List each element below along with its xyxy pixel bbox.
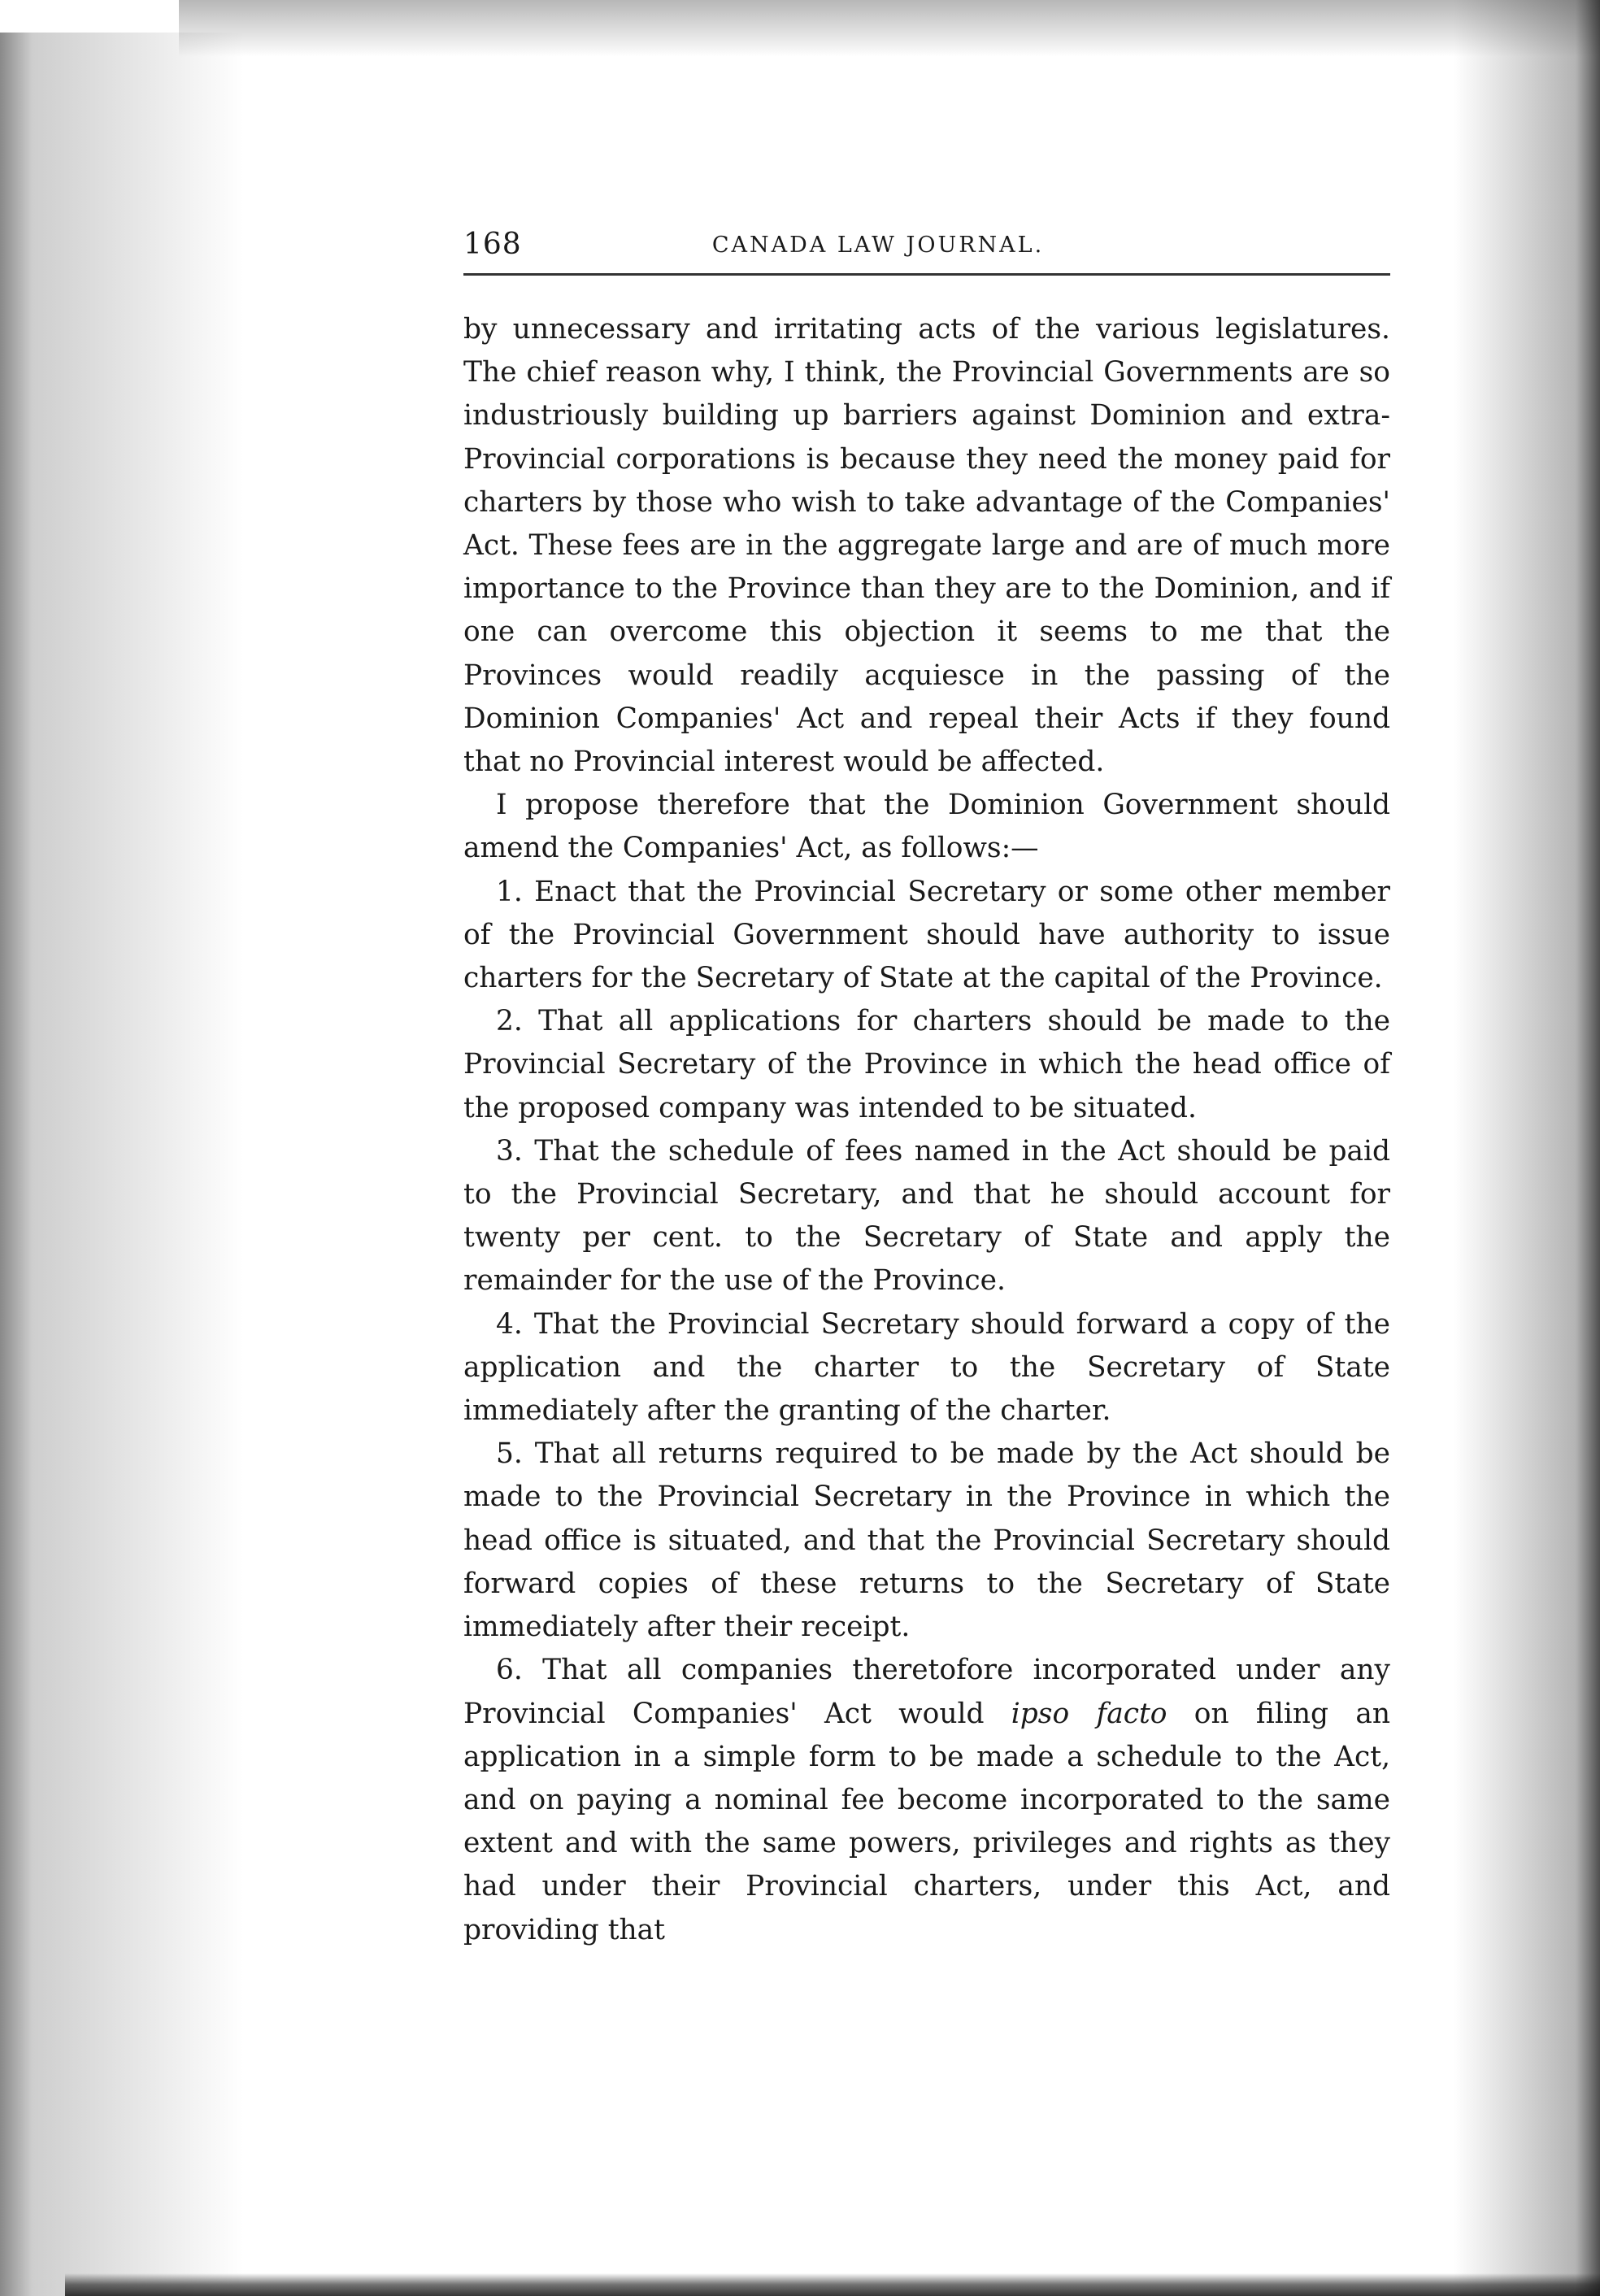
- paragraph: 1. Enact that the Provincial Secretary or some other member of the Provincial Government should have authority to issue charters for the Secretary of State at the capital of the Province.: [463, 875, 1390, 995]
- scan-bottom-edge: [65, 2273, 1600, 2296]
- paragraph: 3. That the schedule of fees named in the Act should be paid to the Provincial Secretary, and that he should account for twenty per cent. to the Secretary of State and apply the remainder for the use of the Province.: [463, 1134, 1390, 1298]
- paragraph: by unnecessary and irritating acts of the various legislatures. The chief reason why, I think, the Provincial Governments are so industriously building up barriers against Dominion and extra-Provincial corporations is because they need the money paid for charters by those who wish to take advantage of the Companies' Act. These fees are in the aggregate large and are of much more importance to the Province than they are to the Dominion, and if one can overcome this objection it seems to me that the Provinces would readily acquiesce in the passing of the Dominion Companies' Act and repeal their Acts if they found that no Provincial interest would be affected.: [463, 313, 1390, 779]
- paragraph: [463, 1649, 1390, 1951]
- scan-top-shadow: [179, 0, 1600, 57]
- paragraph-text: 6. That all companies theretofore incorporated under any Provincial Companies' Act would: [463, 1654, 1390, 1730]
- paragraph: 5. That all returns required to be made by the Act should be made to the Provincial Secretary in the Province in which the head office is situated, and that the Provincial Secretary should forward copies of these returns to the Secretary of State immediately after their receipt.: [463, 1437, 1390, 1644]
- scan-left-shadow: [0, 33, 244, 2296]
- paragraph: 4. That the Provincial Secretary should forward a copy of the application and the charter to the Secretary of State immediately after the granting of the charter.: [463, 1307, 1390, 1428]
- page: [463, 220, 1390, 1952]
- body-text: [463, 308, 1390, 1952]
- paragraph: 2. That all applications for charters should be made to the Provincial Secretary of the Province in which the head office of the proposed company was intended to be situated.: [463, 1005, 1390, 1124]
- italic-phrase: ipso facto: [1011, 1697, 1167, 1730]
- journal-title: CANADA LAW JOURNAL.: [711, 233, 1045, 258]
- running-head: [463, 220, 1390, 276]
- paragraph-text: on filing an application in a simple form to be made a schedule to the Act, and on paying a nominal fee become incorporated to the same extent and with the same powers, privileges and rights as they had under their Provincial charters, under this Act, and providing that: [463, 1697, 1390, 1946]
- scan-right-shadow: [1454, 0, 1600, 2296]
- paragraph: I propose therefore that the Dominion Government should amend the Companies' Act, as follows:—: [463, 789, 1390, 865]
- page-number: 168: [463, 228, 522, 261]
